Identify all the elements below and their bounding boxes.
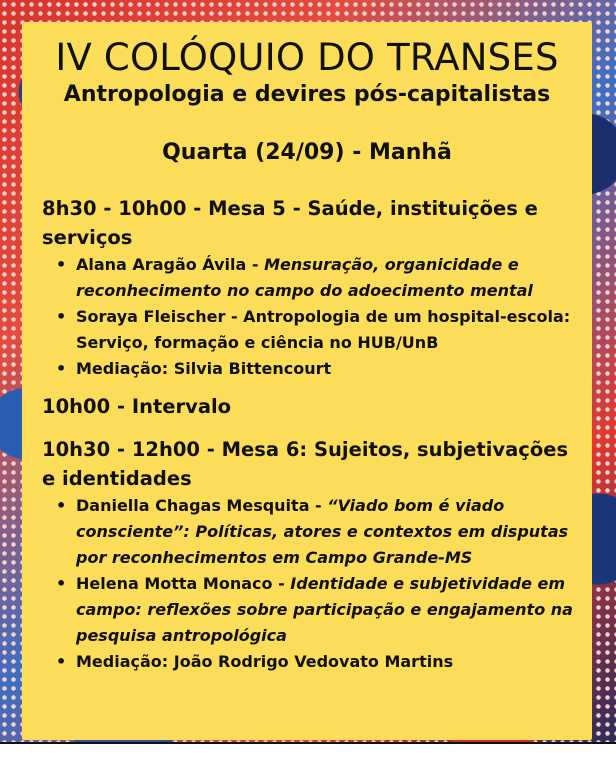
list-item [56, 493, 582, 571]
session-heading: 10h30 - 12h00 - Mesa 6: Sujeitos, subjetivações e identidades [42, 438, 569, 490]
speaker-name: Helena Motta Monaco - [76, 574, 291, 593]
list-item [56, 356, 582, 382]
speaker-name: Daniella Chagas Mesquita - [76, 496, 328, 515]
talk-title: Identidade e subjetividade em campo: reflexões sobre participação e engajamento na pesquisa antropológica [76, 574, 573, 645]
bottom-border [0, 742, 616, 770]
session-items [42, 493, 582, 675]
list-item [56, 649, 582, 675]
bullet-icon: • [56, 496, 67, 515]
break-heading: 10h00 - Intervalo [42, 395, 232, 418]
schedule-panel [22, 22, 592, 740]
list-item [56, 571, 582, 649]
talk-title: “Viado bom é viado consciente”: Políticas, atores e contextos em disputas por reconhecimentos em Campo Grande-MS [76, 496, 569, 567]
list-item [56, 304, 582, 356]
session-items [42, 252, 582, 382]
session-heading: 8h30 - 10h00 - Mesa 5 - Saúde, instituições e serviços [42, 197, 538, 249]
bullet-icon: • [56, 652, 67, 671]
bullet-icon: • [56, 255, 67, 274]
speaker-name: Alana Aragão Ávila - [76, 255, 265, 274]
talk-title: Mensuração, organicidade e reconhecimento no campo do adoecimento mental [76, 255, 533, 300]
bullet-icon: • [56, 574, 67, 593]
bullet-icon: • [56, 307, 67, 326]
event-subtitle: Antropologia e devires pós-capitalistas [63, 82, 551, 107]
day-heading: Quarta (24/09) - Manhã [162, 140, 452, 165]
list-item [56, 252, 582, 304]
moderator-name: Mediação: Silvia Bittencourt [76, 359, 332, 378]
moderator-name: Mediação: João Rodrigo Vedovato Martins [76, 652, 454, 671]
event-title: IV COLÓQUIO DO TRANSES [55, 36, 559, 79]
schedule-content [42, 194, 582, 675]
bullet-icon: • [56, 359, 67, 378]
speaker-name: Soraya Fleischer - Antropologia de um hospital-escola: Serviço, formação e ciência no HUB/UnB [76, 307, 571, 352]
